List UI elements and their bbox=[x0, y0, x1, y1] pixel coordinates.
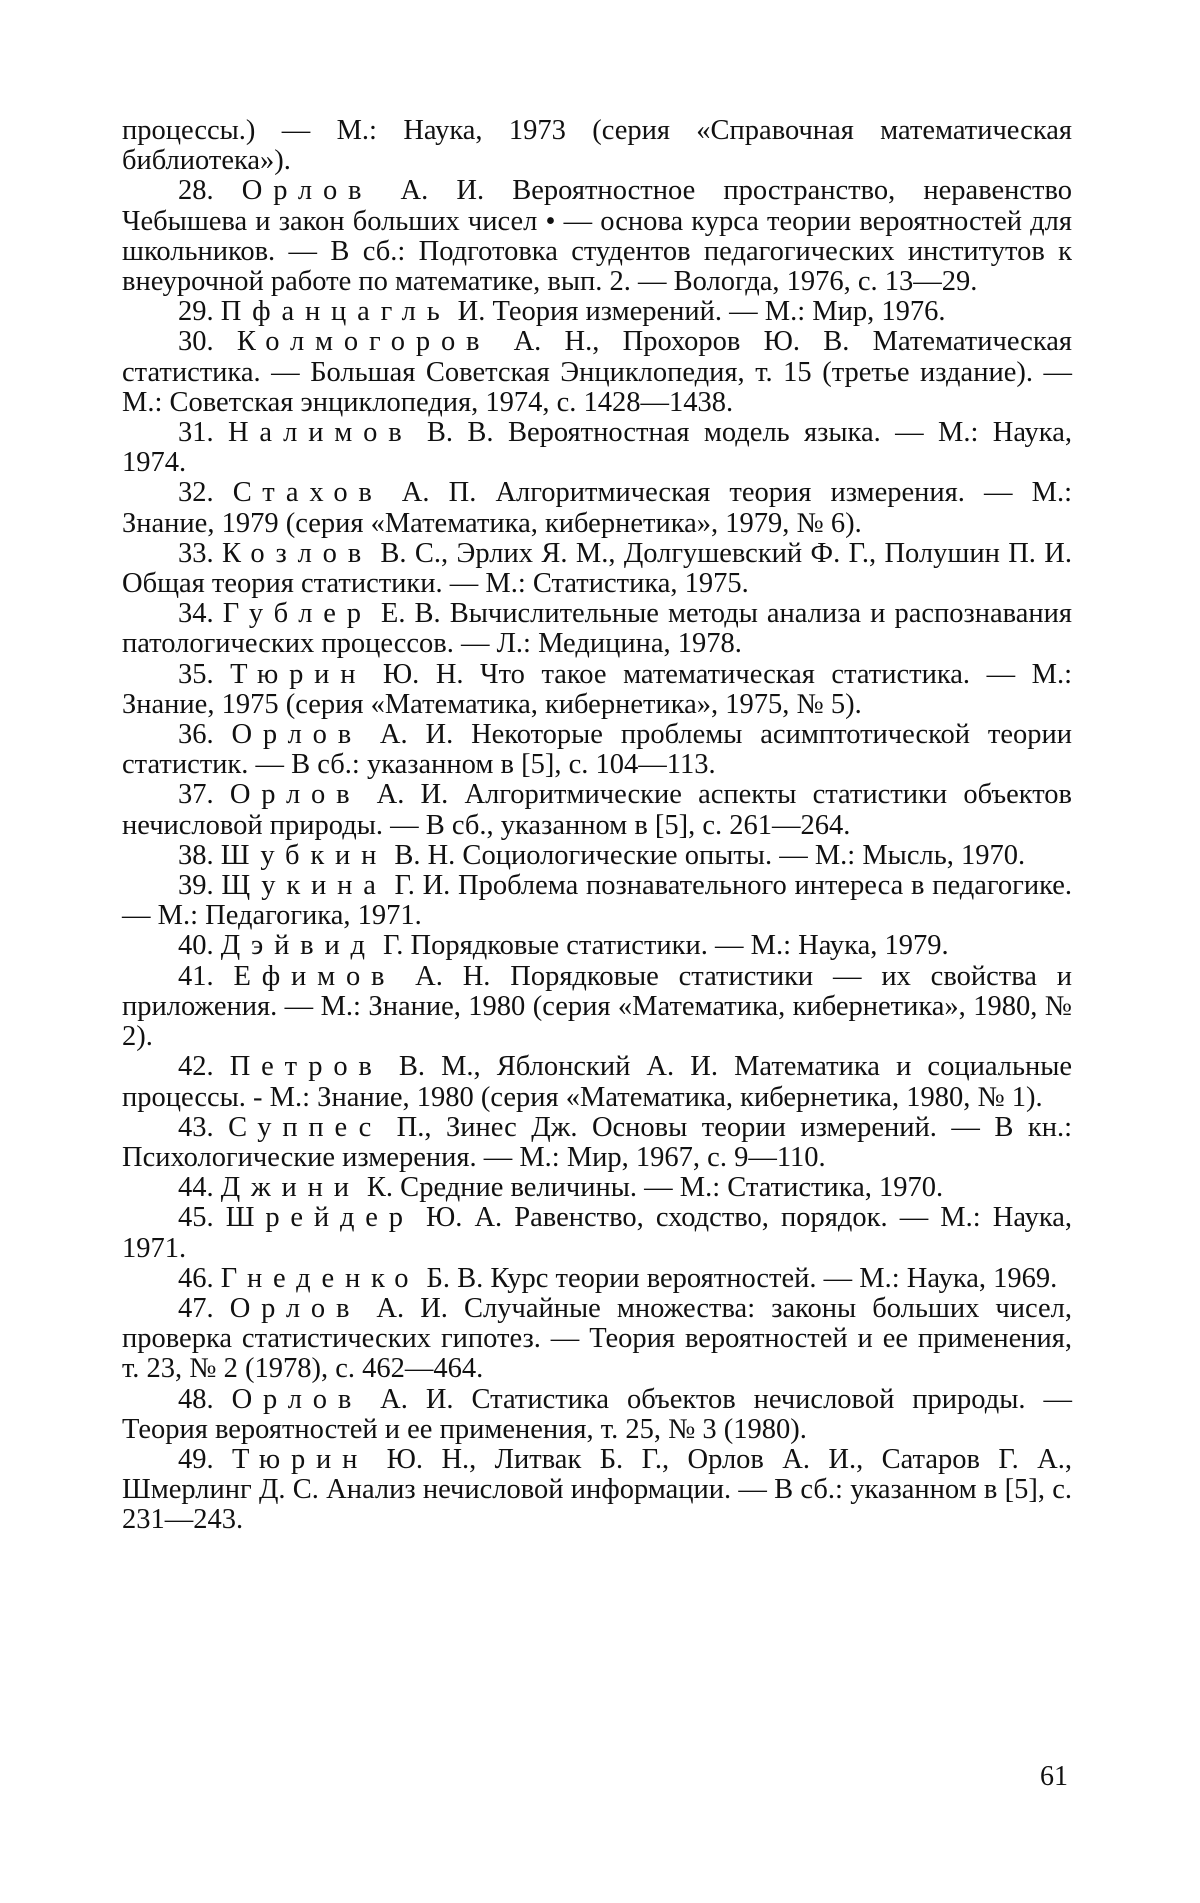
reference-entry bbox=[122, 1294, 1072, 1385]
entry-author: Пфанцагль bbox=[220, 296, 451, 328]
reference-entry bbox=[122, 297, 1072, 327]
reference-entry bbox=[122, 327, 1072, 418]
entry-number: 31. bbox=[178, 417, 214, 449]
entry-number: 38. bbox=[178, 839, 214, 871]
reference-entry bbox=[122, 1445, 1072, 1536]
reference-entry bbox=[122, 931, 1072, 961]
reference-entry bbox=[122, 780, 1072, 840]
reference-entry bbox=[122, 871, 1072, 931]
entry-number: 42. bbox=[178, 1051, 214, 1083]
entry-number: 29. bbox=[178, 296, 214, 328]
entry-author: Орлов bbox=[229, 779, 361, 811]
entry-number: 32. bbox=[178, 477, 214, 509]
entry-text: А. И. Статистика объектов нечисловой природы. — Теория вероятностей и ее применения, т. 25, № 3 (1980). bbox=[122, 1383, 1072, 1445]
reference-entry bbox=[122, 962, 1072, 1053]
reference-entry bbox=[122, 841, 1072, 871]
entry-text: Ю. Н., Литвак Б. Г., Орлов А. И., Сатаров Г. А., Шмерлинг Д. С. Анализ нечисловой информации. — В сб.: указанном в [5], с. 231—243. bbox=[122, 1443, 1072, 1536]
entry-text: Е. В. Вычислительные методы анализа и распознавания патологических процессов. — Л.: Медицина, 1978. bbox=[122, 598, 1072, 660]
entry-text: Г. И. Проблема познавательного интереса в педагогике. — М.: Педагогика, 1971. bbox=[122, 870, 1073, 932]
entry-text: В. М., Яблонский А. И. Математика и социальные процессы. - М.: Знание, 1980 (серия «Математика, кибернетика, 1980, № 1). bbox=[122, 1051, 1073, 1113]
entry-number: 41. bbox=[178, 960, 214, 992]
entry-number: 45. bbox=[178, 1202, 214, 1234]
entry-number: 36. bbox=[178, 719, 214, 751]
reference-entry bbox=[122, 418, 1072, 478]
entry-author: Налимов bbox=[228, 417, 413, 449]
reference-entry bbox=[122, 599, 1072, 659]
entry-author: Петров bbox=[229, 1051, 383, 1083]
entry-number: 37. bbox=[178, 779, 214, 811]
entry-number: 30. bbox=[178, 326, 214, 358]
entry-author: Стахов bbox=[232, 477, 383, 509]
entry-author: Ефимов bbox=[233, 960, 396, 992]
reference-entry bbox=[122, 478, 1072, 538]
entry-number: 33. bbox=[178, 537, 214, 569]
reference-entry bbox=[122, 539, 1072, 599]
entry-author: Колмогоров bbox=[236, 326, 491, 358]
entry-author: Орлов bbox=[229, 1292, 361, 1324]
entry-text: Ю. А. Равенство, сходство, порядок. — М.: Наука, 1971. bbox=[122, 1202, 1073, 1264]
entry-text: А. И. Алгоритмические аспекты статистики объектов нечисловой природы. — В сб., указанном в [5], с. 261—264. bbox=[122, 779, 1072, 841]
entry-text: К. Средние величины. — М.: Статистика, 1970. bbox=[359, 1172, 944, 1204]
entry-author: Шубкин bbox=[220, 839, 388, 871]
reference-entry bbox=[122, 176, 1072, 297]
reference-entry bbox=[122, 1264, 1072, 1294]
entry-number: 40. bbox=[178, 930, 214, 962]
entry-text: Б. В. Курс теории вероятностей. — М.: Наука, 1969. bbox=[419, 1262, 1058, 1294]
entry-text: А. И. Случайные множества: законы больших чисел, проверка статистических гипотез. — Теория вероятностей и ее применения, т. 23, № 2 (1978), с. 462—464. bbox=[122, 1292, 1073, 1385]
entry-text: Г. Порядковые статистики. — М.: Наука, 1979. bbox=[375, 930, 949, 962]
entry-text: А. Н., Прохоров Ю. В. Математическая статистика. — Большая Советская Энциклопедия, т. 15 (третье издание). — М.: Советская энциклопедия, 1974, с. 1428—1438. bbox=[122, 326, 1072, 418]
entry-text: И. Теория измерений. — М.: Мир, 1976. bbox=[450, 296, 946, 328]
entry-number: 35. bbox=[178, 658, 214, 690]
reference-entry bbox=[122, 1203, 1072, 1263]
reference-entry bbox=[122, 660, 1072, 720]
page-number: 61 bbox=[1040, 1761, 1068, 1792]
entry-number: 28. bbox=[178, 175, 214, 207]
entry-text: А. И. Вероятностное пространство, неравенство Чебышева и закон больших чисел • — основа курса теории вероятностей для школьников. — В сб.: Подготовка студентов педагогических институтов к внеурочной работе по математике, вып. 2. — Вологда, 1976, с. 13—29. bbox=[122, 175, 1073, 298]
entry-number: 43. bbox=[178, 1111, 214, 1143]
entry-text: А. Н. Порядковые статистики — их свойства и приложения. — М.: Знание, 1980 (серия «Математика, кибернетика», 1980, № 2). bbox=[122, 960, 1073, 1053]
entry-text: В. В. Вероятностная модель языка. — М.: Наука, 1974. bbox=[122, 417, 1072, 479]
entry-author: Тюрин bbox=[232, 1443, 369, 1475]
entry-author: Гнеденко bbox=[220, 1262, 420, 1294]
lead-paragraph: процессы.) — М.: Наука, 1973 (серия «Справочная математическая библиотека»). bbox=[122, 115, 1072, 177]
entry-author: Джини bbox=[220, 1172, 360, 1204]
reference-entry bbox=[122, 720, 1072, 780]
reference-entry bbox=[122, 1113, 1072, 1173]
entry-number: 47. bbox=[178, 1292, 214, 1324]
entry-number: 44. bbox=[178, 1172, 214, 1204]
entry-text: П., Зинес Дж. Основы теории измерений. — В кн.: Психологические измерения. — М.: Мир, 1967, с. 9—110. bbox=[122, 1111, 1072, 1173]
entry-author: Орлов bbox=[231, 1383, 363, 1415]
entry-author: Шрейдер bbox=[225, 1202, 414, 1234]
entry-author: Щукина bbox=[221, 870, 387, 902]
entry-author: Суппес bbox=[228, 1111, 383, 1143]
entry-author: Орлов bbox=[241, 175, 373, 207]
entry-number: 46. bbox=[178, 1262, 214, 1294]
entry-number: 39. bbox=[178, 870, 214, 902]
bibliography-page bbox=[122, 116, 1072, 1536]
reference-entry bbox=[122, 1052, 1072, 1112]
entry-text: В. Н. Социологические опыты. — М.: Мысль, 1970. bbox=[387, 839, 1026, 871]
entry-text: Ю. Н. Что такое математическая статистика. — М.: Знание, 1975 (серия «Математика, кибернетика», 1975, № 5). bbox=[122, 658, 1072, 720]
entry-number: 34. bbox=[178, 598, 214, 630]
entry-text: А. П. Алгоритмическая теория измерения. — М.: Знание, 1979 (серия «Математика, кибернетика», 1979, № 6). bbox=[122, 477, 1072, 539]
entry-author: Орлов bbox=[231, 719, 363, 751]
entry-text: А. И. Некоторые проблемы асимптотической теории статистик. — В сб.: указанном в [5], с. 104—113. bbox=[122, 719, 1073, 781]
entry-number: 48. bbox=[178, 1383, 214, 1415]
entry-author: Тюрин bbox=[230, 658, 367, 690]
entry-author: Гублер bbox=[222, 598, 372, 630]
entry-author: Козлов bbox=[222, 537, 373, 569]
entry-author: Дэйвид bbox=[220, 930, 376, 962]
entry-number: 49. bbox=[178, 1443, 214, 1475]
reference-entry bbox=[122, 1173, 1072, 1203]
reference-entry bbox=[122, 1385, 1072, 1445]
entry-text: В. С., Эрлих Я. М., Долгушевский Ф. Г., Полушин П. И. Общая теория статистики. — М.: Статистика, 1975. bbox=[122, 537, 1073, 600]
